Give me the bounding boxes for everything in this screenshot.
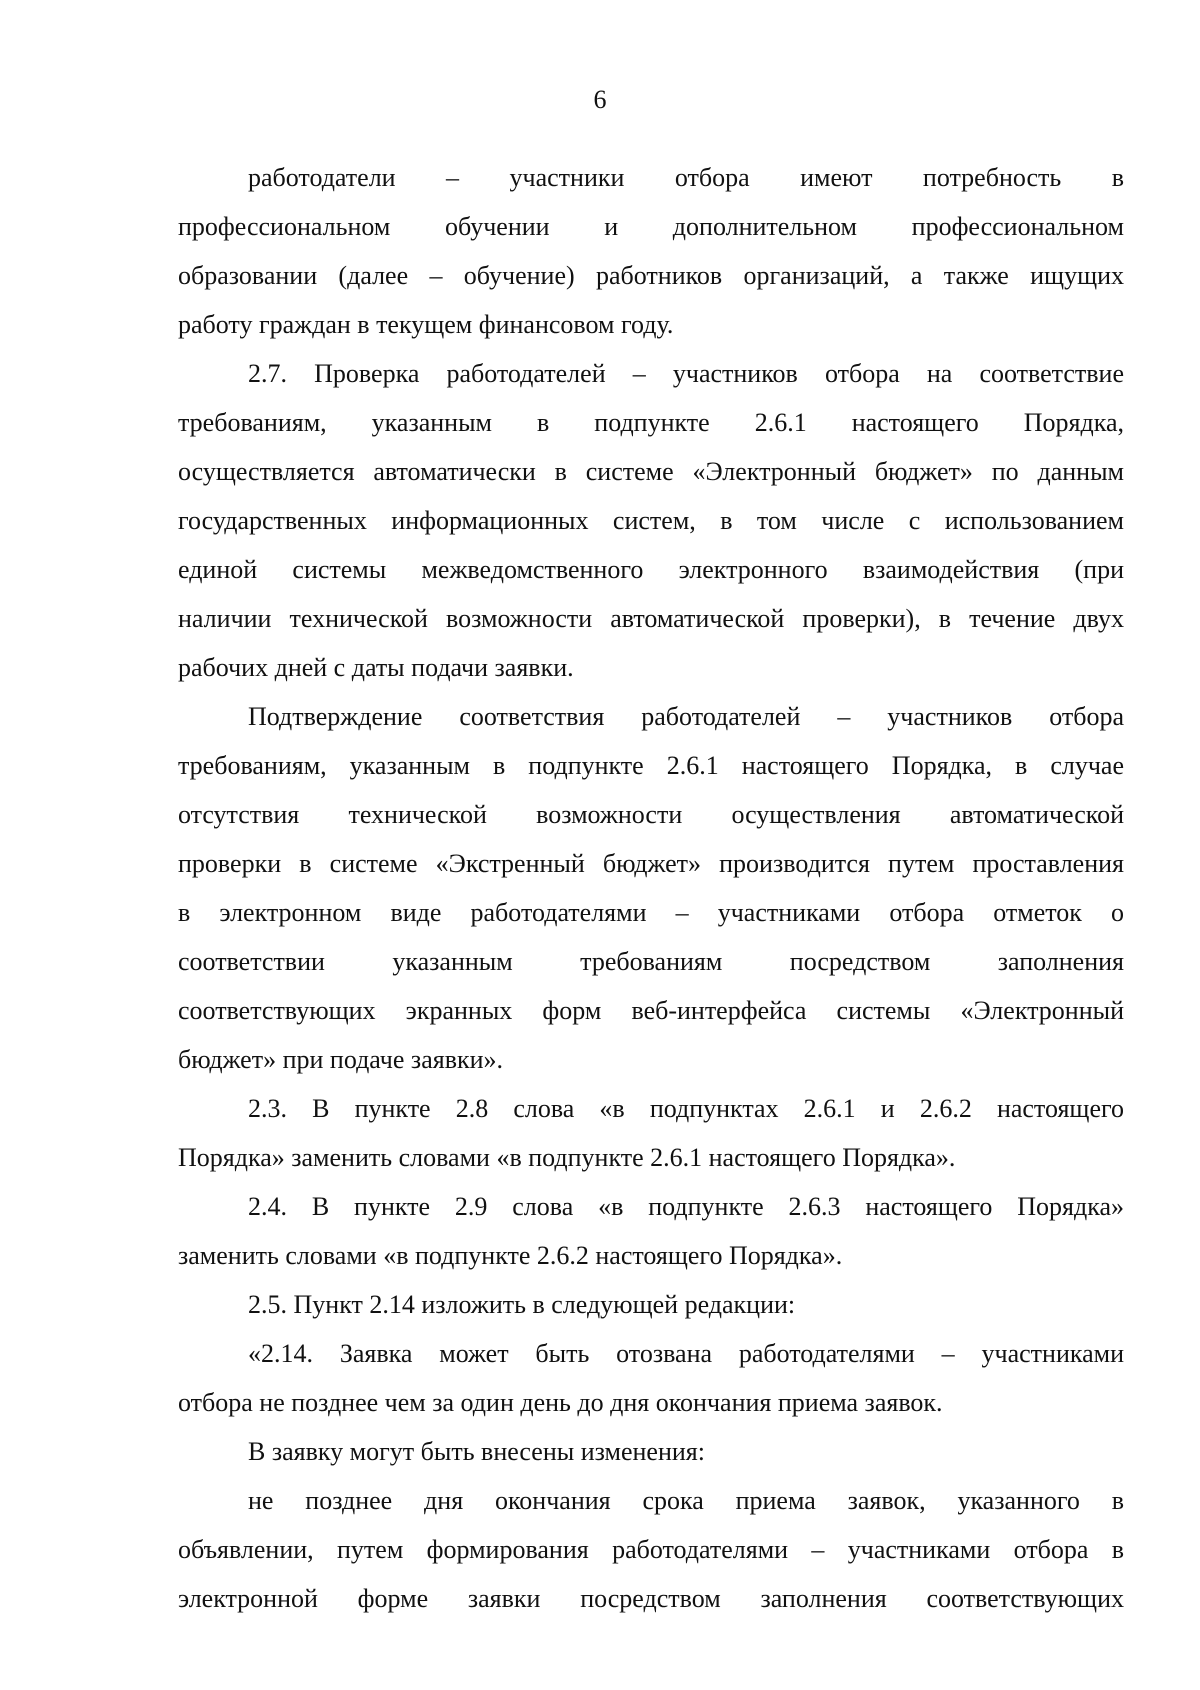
text-line: 2.7. Проверка работодателей – участников отбора на соответствие	[248, 359, 1124, 388]
text-line: 2.5. Пункт 2.14 изложить в следующей редакции:	[248, 1290, 796, 1319]
text-line: образовании (далее – обучение) работников организаций, а также ищущих	[178, 261, 1124, 290]
text-line: 2.3. В пункте 2.8 слова «в подпунктах 2.6.1 и 2.6.2 настоящего	[248, 1094, 1124, 1123]
text-line: наличии технической возможности автоматической проверки), в течение двух	[178, 604, 1124, 633]
text-line: работу граждан в текущем финансовом году.	[178, 310, 674, 339]
text-line: Порядка» заменить словами «в подпункте 2.6.1 настоящего Порядка».	[178, 1143, 956, 1172]
body-text	[178, 153, 1124, 1623]
text-line: не позднее дня окончания срока приема заявок, указанного в	[248, 1486, 1124, 1515]
text-line: объявлении, путем формирования работодателями – участниками отбора в	[178, 1535, 1124, 1564]
text-line: соответствии указанным требованиям посредством заполнения	[178, 947, 1124, 976]
text-line: отсутствия технической возможности осуществления автоматической	[178, 800, 1124, 829]
text-line: требованиям, указанным в подпункте 2.6.1 настоящего Порядка,	[178, 408, 1124, 437]
text-line: Подтверждение соответствия работодателей – участников отбора	[248, 702, 1124, 731]
text-line: государственных информационных систем, в том числе с использованием	[178, 506, 1124, 535]
text-line: профессиональном обучении и дополнительном профессиональном	[178, 212, 1124, 241]
text-line: соответствующих экранных форм веб-интерфейса системы «Электронный	[178, 996, 1124, 1025]
text-line: работодатели – участники отбора имеют потребность в	[248, 163, 1124, 192]
text-line: «2.14. Заявка может быть отозвана работодателями – участниками	[248, 1339, 1124, 1368]
text-line: рабочих дней с даты подачи заявки.	[178, 653, 574, 682]
text-line: единой системы межведомственного электронного взаимодействия (при	[178, 555, 1124, 584]
page-number: 6	[593, 85, 607, 114]
text-line: В заявку могут быть внесены изменения:	[248, 1437, 705, 1466]
text-line: заменить словами «в подпункте 2.6.2 настоящего Порядка».	[178, 1241, 843, 1270]
text-line: отбора не позднее чем за один день до дня окончания приема заявок.	[178, 1388, 943, 1417]
text-line: электронной форме заявки посредством заполнения соответствующих	[178, 1584, 1124, 1613]
text-line: осуществляется автоматически в системе «Электронный бюджет» по данным	[178, 457, 1124, 486]
text-line: бюджет» при подаче заявки».	[178, 1045, 504, 1074]
text-line: проверки в системе «Экстренный бюджет» производится путем проставления	[178, 849, 1124, 878]
text-line: 2.4. В пункте 2.9 слова «в подпункте 2.6.3 настоящего Порядка»	[248, 1192, 1124, 1221]
text-line: требованиям, указанным в подпункте 2.6.1 настоящего Порядка, в случае	[178, 751, 1124, 780]
text-line: в электронном виде работодателями – участниками отбора отметок о	[178, 898, 1124, 927]
